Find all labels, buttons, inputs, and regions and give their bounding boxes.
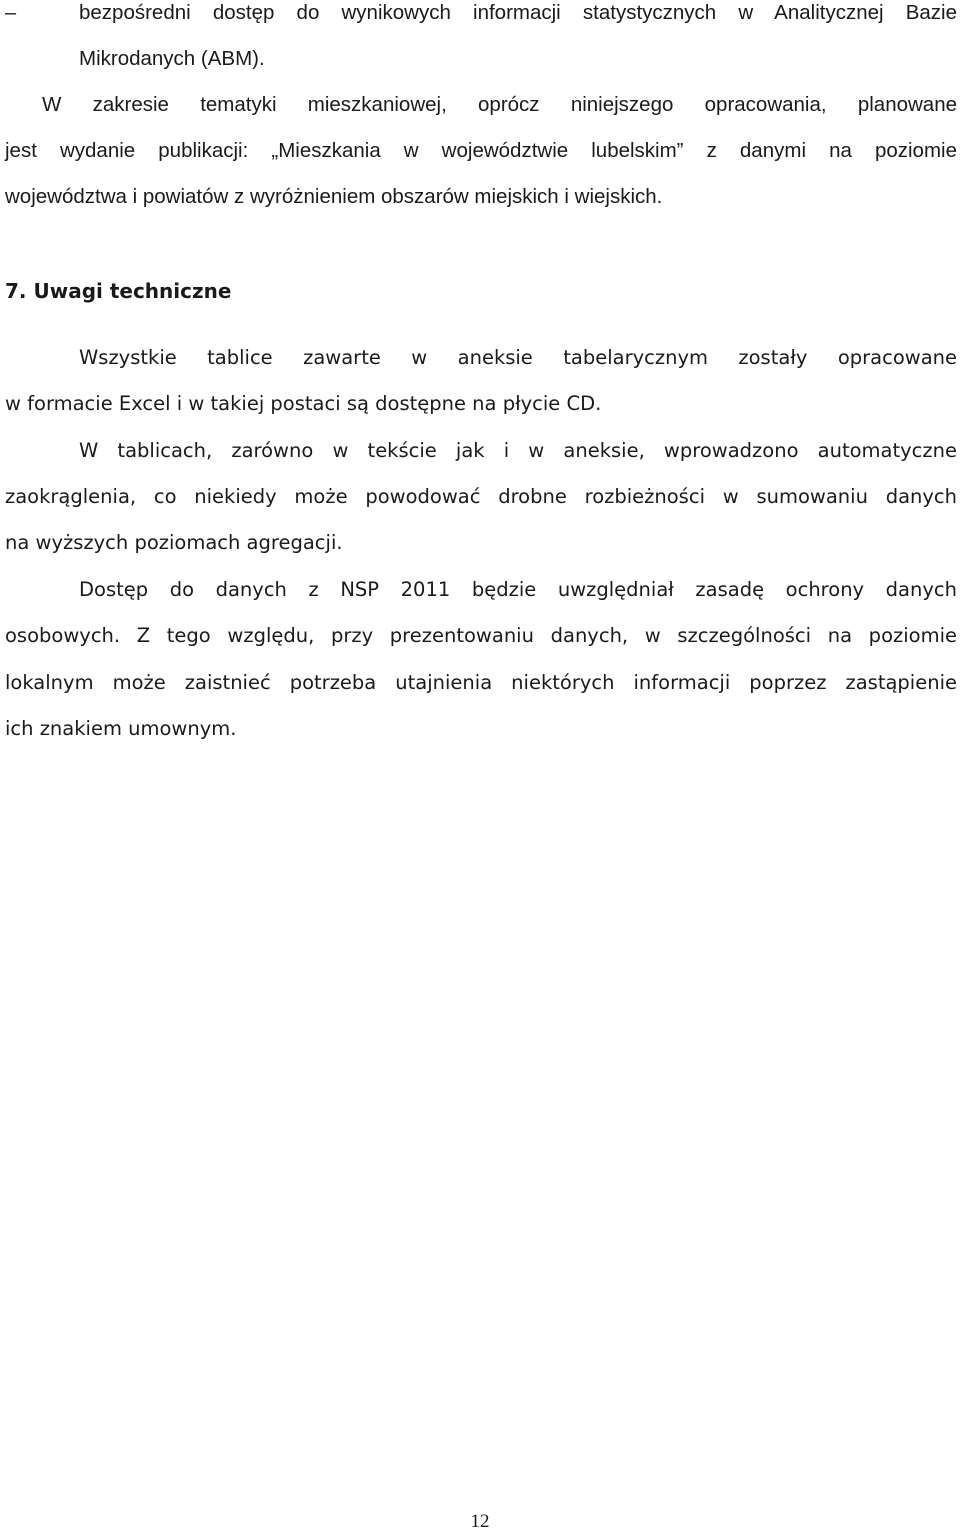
paragraph-line: Dostęp do danych z NSP 2011 będzie uwzględniał zasadę ochrony danych bbox=[79, 578, 957, 601]
page-number: 12 bbox=[470, 1511, 490, 1532]
paragraph-line: osobowych. Z tego względu, przy prezentowaniu danych, w szczególności na poziomie bbox=[5, 624, 957, 647]
paragraph-line: na wyższych poziomach agregacji. bbox=[5, 531, 343, 554]
paragraph-line: jest wydanie publikacji: „Mieszkania w województwie lubelskim” z danymi na poziomie bbox=[5, 139, 957, 162]
paragraph-line: Wszystkie tablice zawarte w aneksie tabelarycznym zostały opracowane bbox=[79, 346, 957, 369]
paragraph-line: województwa i powiatów z wyróżnieniem obszarów miejskich i wiejskich. bbox=[5, 185, 663, 208]
paragraph-line: lokalnym może zaistnieć potrzeba utajnienia niektórych informacji poprzez zastąpienie bbox=[5, 671, 957, 694]
paragraph-line: ich znakiem umownym. bbox=[5, 717, 237, 740]
section-heading: 7. Uwagi techniczne bbox=[5, 279, 232, 303]
bullet-text-1: bezpośredni dostęp do wynikowych informacji statystycznych w Analitycznej Bazie bbox=[79, 1, 957, 24]
bullet-line-1 bbox=[5, 0, 957, 28]
paragraph-line: W tablicach, zarówno w tekście jak i w aneksie, wprowadzono automatyczne bbox=[79, 439, 957, 462]
dash-marker: – bbox=[5, 2, 17, 24]
paragraph-line: w formacie Excel i w takiej postaci są dostępne na płycie CD. bbox=[5, 392, 602, 415]
paragraph-line: W zakresie tematyki mieszkaniowej, oprócz niniejszego opracowania, planowane bbox=[42, 93, 957, 116]
bullet-text-2: Mikrodanych (ABM). bbox=[79, 47, 265, 70]
paragraph-line: zaokrąglenia, co niekiedy może powodować drobne rozbieżności w sumowaniu danych bbox=[5, 485, 957, 508]
